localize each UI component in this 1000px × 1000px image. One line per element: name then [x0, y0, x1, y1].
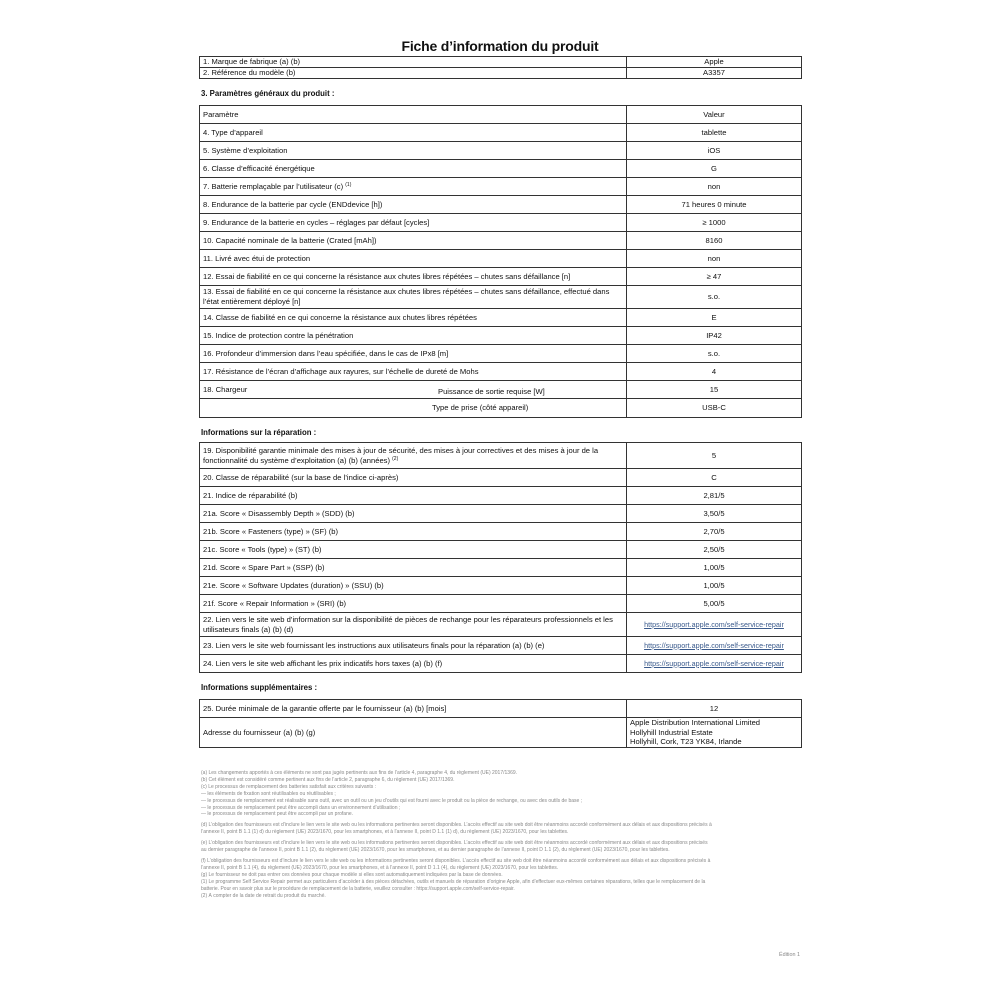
row-label-text: 7. Batterie remplaçable par l’utilisateur (c): [203, 181, 344, 191]
table-row: [200, 250, 802, 268]
footnote-ref: (2): [392, 455, 399, 462]
footnote: (e) L’obligation des fournisseurs est d’inclure le lien vers le site web ou les informations pertinentes seront disponibles. L’accès effectif au site web doit être néanmoins accordé conformément aux délais et aux dispositions précisés: [201, 840, 708, 847]
footnote: l’annexe II, point B 1.1 (4), du règlement (UE) 2023/1670, pour les smartphones, et à l’annexe II, point D 1.1 (4), du règlement (UE) 2023/1670, pour les tablettes.: [201, 864, 559, 871]
footnote: — le processus de remplacement est réalisable sans outil, avec un outil ou un jeu d’outils qui est fourni avec le produit ou la pièce de rechange, ou avec des outils de base ;: [201, 797, 583, 804]
row-value: 3,50/5: [627, 505, 802, 523]
row-label: 21c. Score « Tools (type) » (ST) (b): [200, 541, 627, 559]
row-label: Adresse du fournisseur (a) (b) (g): [200, 718, 627, 748]
footnote: l’annexe II, point B 1.1 (1) d) du règlement (UE) 2023/1670, pour les smartphones, et à l’annexe II, point D 1.1 (1) d), du règlement (UE) 2023/1670, pour les tablettes.: [201, 829, 569, 836]
table-row: [200, 286, 802, 309]
row-label: 25. Durée minimale de la garantie offerte par le fournisseur (a) (b) [mois]: [200, 700, 627, 718]
row-label: [200, 178, 627, 196]
charger-plug-value: USB-C: [627, 399, 802, 418]
supplier-line: Apple Distribution International Limited: [630, 718, 761, 728]
row-value: ≥ 47: [627, 268, 802, 286]
supplier-address: [627, 718, 802, 748]
section-extra-heading: Informations supplémentaires :: [201, 683, 318, 692]
footnote: — les éléments de fixation sont réutilisables ou réutilisables ;: [201, 790, 336, 797]
charger-power-label: Puissance de sortie requise [W]: [438, 386, 545, 396]
charger-plug-cell: [200, 399, 627, 418]
row-value: E: [627, 309, 802, 327]
repair-table: [199, 442, 802, 673]
table-row: [200, 309, 802, 327]
row-label: 11. Livré avec étui de protection: [200, 250, 627, 268]
row-label: 15. Indice de protection contre la pénétration: [200, 327, 627, 345]
supplier-line: Hollyhill Industrial Estate: [630, 727, 713, 737]
footnote: (d) L’obligation des fournisseurs est d’inclure le lien vers le site web ou les informations pertinentes seront disponibles. L’accès effectif au site web doit être néanmoins accordé conformément aux délais et aux dispositions précisés à: [201, 822, 712, 829]
row-label: 21f. Score « Repair Information » (SRI) (b): [200, 595, 627, 613]
table-row: [200, 196, 802, 214]
row-label: 17. Résistance de l’écran d’affichage aux rayures, sur l’échelle de dureté de Mohs: [200, 363, 627, 381]
table-row: [200, 381, 802, 399]
footnote: (b) Cet élément est considéré comme pertinent aux fins de l’article 2, paragraphe 6, du règlement (UE) 2017/1369.: [201, 776, 455, 783]
table-row: [200, 469, 802, 487]
row-value: 5: [627, 443, 802, 469]
row-value: s.o.: [627, 345, 802, 363]
charger-split: [200, 383, 626, 397]
footnote: (c) Le processus de remplacement des batteries satisfait aux critères suivants :: [201, 783, 377, 790]
page-title: Fiche d’information du produit: [401, 38, 599, 54]
table-row: [200, 655, 802, 673]
row-label: 9. Endurance de la batterie en cycles – réglages par défaut [cycles]: [200, 214, 627, 232]
row-value: IP42: [627, 327, 802, 345]
row-label: 22. Lien vers le site web d’information sur la disponibilité de pièces de rechange pour les réparateurs professionnels et les utilisateurs finals (a) (b) (d): [200, 613, 627, 637]
section-general-heading: 3. Paramètres généraux du produit :: [201, 89, 335, 98]
table-row: [200, 613, 802, 637]
footnote: (f) L’obligation des fournisseurs est d’inclure le lien vers le site web ou les informations pertinentes seront disponibles. L’accès effectif au site web doit être néanmoins accordé conformément aux délais et aux dispositions précisés à: [201, 857, 711, 864]
row-value: 8160: [627, 232, 802, 250]
row-value: [627, 637, 802, 655]
row-value: 2,50/5: [627, 541, 802, 559]
row-value: ≥ 1000: [627, 214, 802, 232]
row-label: 12. Essai de fiabilité en ce qui concerne la résistance aux chutes libres répétées – chutes sans défaillance [n]: [200, 268, 627, 286]
row-label: 14. Classe de fiabilité en ce qui concerne la résistance aux chutes libres répétées: [200, 309, 627, 327]
row-value: tablette: [627, 124, 802, 142]
footnote: (g) Le fournisseur ne doit pas entrer ces données pour chaque modèle si elles sont automatiquement indiquées par la base de données.: [201, 871, 503, 878]
edition-label: Édition 1: [779, 952, 800, 958]
table-row: [200, 505, 802, 523]
row-label: 23. Lien vers le site web fournissant les instructions aux utilisateurs finals pour la réparation (a) (b) (e): [200, 637, 627, 655]
footnote: — le processus de remplacement peut être accompli dans un environnement d’utilisation ;: [201, 804, 401, 811]
row-label: 20. Classe de réparabilité (sur la base de l’indice ci-après): [200, 469, 627, 487]
table-row: [200, 142, 802, 160]
table-row: [200, 637, 802, 655]
row-label: 4. Type d’appareil: [200, 124, 627, 142]
row-value: s.o.: [627, 286, 802, 309]
charger-plug-label: Type de prise (côté appareil): [432, 403, 529, 412]
repair-instructions-link[interactable]: https://support.apple.com/self-service-repair: [644, 640, 784, 650]
product-information-sheet: [199, 36, 801, 748]
row-label: 24. Lien vers le site web affichant les prix indicatifs hors taxes (a) (b) (f): [200, 655, 627, 673]
row-label: 13. Essai de fiabilité en ce qui concerne la résistance aux chutes libres répétées – chutes sans défaillance, effectué dans l’état entièrement déployé [n]: [200, 286, 627, 309]
row-label: 21a. Score « Disassembly Depth » (SDD) (b): [200, 505, 627, 523]
table-row: [200, 178, 802, 196]
row-value: 71 heures 0 minute: [627, 196, 802, 214]
table-row: [200, 595, 802, 613]
footnote-ref: (1): [345, 181, 352, 188]
row-value: iOS: [627, 142, 802, 160]
footnote: (2) À compter de la date de retrait du produit du marché.: [201, 892, 326, 899]
footnote: — le processus de remplacement peut être accompli par un profane.: [201, 811, 354, 818]
header-value: Valeur: [627, 106, 802, 124]
table-row: [200, 160, 802, 178]
footnote: batterie. Pour en savoir plus sur le procédure de remplacement de la batterie, veuillez consulter : https://support.apple.com/self-service-repair.: [201, 885, 515, 892]
row-label: 5. Système d’exploitation: [200, 142, 627, 160]
table-row: [200, 124, 802, 142]
table-row: [200, 559, 802, 577]
table-row: [200, 363, 802, 381]
row-value: 1,00/5: [627, 559, 802, 577]
row-value: 1,00/5: [627, 577, 802, 595]
row-label: 21. Indice de réparabilité (b): [200, 487, 627, 505]
table-row: [200, 68, 802, 79]
row-label: 2. Référence du modèle (b): [200, 68, 627, 79]
table-row: [200, 443, 802, 469]
footnote: (a) Les changements apportés à ces éléments ne sont pas jugés pertinents aux fins de l’article 4, paragraphe 4, du règlement (UE) 2017/1369.: [201, 770, 518, 776]
charger-plug-split: [200, 399, 626, 417]
row-label: 1. Marque de fabrique (a) (b): [200, 57, 627, 68]
row-label: 21d. Score « Spare Part » (SSP) (b): [200, 559, 627, 577]
row-value: non: [627, 178, 802, 196]
row-label: 21e. Score « Software Updates (duration) » (SSU) (b): [200, 577, 627, 595]
row-label: 8. Endurance de la batterie par cycle (ENDdevice [h]): [200, 196, 627, 214]
row-value: non: [627, 250, 802, 268]
general-parameters-table: [199, 105, 802, 418]
row-value: 12: [627, 700, 802, 718]
row-value: A3357: [627, 68, 802, 79]
footnotes: [201, 770, 801, 899]
table-header-row: [200, 106, 802, 124]
row-value: 5,00/5: [627, 595, 802, 613]
table-row: [200, 214, 802, 232]
charger-spacer: [200, 399, 429, 417]
row-label: 6. Classe d’efficacité énergétique: [200, 160, 627, 178]
info-table: [199, 56, 802, 79]
table-row: [200, 718, 802, 748]
row-label: 16. Profondeur d’immersion dans l’eau spécifiée, dans le cas de IPx8 [m]: [200, 345, 627, 363]
header-parameter: Paramètre: [200, 106, 627, 124]
prices-link[interactable]: https://support.apple.com/self-service-repair: [644, 658, 784, 668]
table-row: [200, 232, 802, 250]
table-row: [200, 541, 802, 559]
row-label: 10. Capacité nominale de la batterie (Crated [mAh]): [200, 232, 627, 250]
row-value: [627, 613, 802, 637]
row-value: 2,81/5: [627, 487, 802, 505]
charger-cell: [200, 381, 627, 399]
table-row: [200, 523, 802, 541]
footnote: au dernier paragraphe de l’annexe II, point B 1.1 (2), du règlement (UE) 2023/1670, pour les smartphones, et au dernier paragraphe de l’annexe II, point D 1.1 (2), du règlement (UE) 2023/1670, pour les tablettes.: [201, 847, 670, 854]
row-value: C: [627, 469, 802, 487]
row-value: 2,70/5: [627, 523, 802, 541]
table-row: [200, 327, 802, 345]
table-row: [200, 700, 802, 718]
footnote: (1) Le programme Self Service Repair permet aux particuliers d’accéder à des pièces détachées, outils et manuels de réparation d’origine Apple, afin d’effectuer eux-mêmes certaines réparations, telles que le remplacement de la: [201, 878, 706, 885]
extra-table: [199, 699, 802, 748]
row-value: [627, 655, 802, 673]
table-row: [200, 577, 802, 595]
row-value: Apple: [627, 57, 802, 68]
row-label: [200, 443, 627, 469]
spare-parts-link[interactable]: https://support.apple.com/self-service-repair: [644, 619, 784, 629]
row-value: G: [627, 160, 802, 178]
charger-label: 18. Chargeur: [203, 384, 248, 394]
table-row: [200, 268, 802, 286]
row-label: 21b. Score « Fasteners (type) » (SF) (b): [200, 523, 627, 541]
row-value: 4: [627, 363, 802, 381]
supplier-line: Hollyhill, Cork, T23 YK84, Irlande: [630, 737, 742, 747]
table-row: [200, 57, 802, 68]
row-label-text: 19. Disponibilité garantie minimale des mises à jour de sécurité, des mises à jour correctives et des mises à jour de la fonctionnalité du système d’exploitation (a) (b) (années): [203, 445, 599, 465]
table-row: [200, 345, 802, 363]
section-repair-heading: Informations sur la réparation :: [201, 428, 317, 437]
table-row: [200, 487, 802, 505]
table-row: [200, 399, 802, 418]
charger-power-value: 15: [627, 381, 802, 399]
